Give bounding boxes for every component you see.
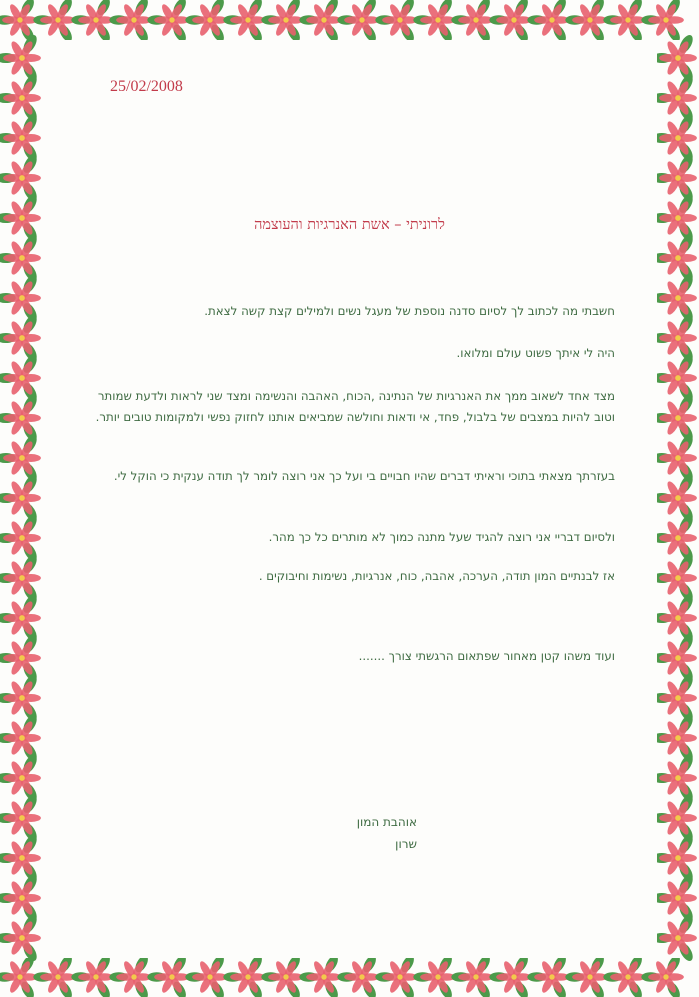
poinsettia-flower-icon: [657, 913, 697, 963]
letter-date: 25/02/2008: [110, 78, 183, 95]
paragraph-1: חשבתי מה לכתוב לך לסיום סדנה נוספת של מעגל נשים ולמילים קצת קשה לצאת.: [204, 304, 615, 318]
poinsettia-flower-icon: [71, 958, 114, 997]
poinsettia-flower-icon: [185, 958, 227, 997]
poinsettia-flower-icon: [413, 0, 456, 40]
poinsettia-flower-icon: [261, 0, 304, 40]
poinsettia-flower-icon: [223, 958, 266, 997]
poinsettia-flower-icon: [223, 0, 266, 40]
poinsettia-flower-icon: [527, 0, 570, 40]
poinsettia-flower-icon: [527, 958, 570, 997]
poinsettia-flower-icon: [603, 958, 646, 997]
closing-line: אוהבת המון: [356, 815, 417, 829]
poinsettia-flower-icon: [109, 958, 152, 997]
poinsettia-flower-icon: [147, 958, 189, 997]
poinsettia-flower-icon: [337, 958, 380, 997]
poinsettia-flower-icon: [299, 0, 342, 40]
poinsettia-flower-icon: [299, 958, 342, 997]
poinsettia-flower-icon: [489, 958, 532, 997]
paragraph-6: אז לבנתיים המון תודה, הערכה, אהבה, כוח, אנרגיות, נשימות וחיבוקים .: [258, 569, 615, 583]
poinsettia-flower-icon: [603, 0, 646, 40]
poinsettia-flower-icon: [451, 958, 494, 997]
poinsettia-border-left: [0, 0, 44, 997]
poinsettia-flower-icon: [261, 958, 304, 997]
poinsettia-flower-icon: [147, 0, 189, 40]
poinsettia-flower-icon: [0, 913, 41, 963]
poinsettia-flower-icon: [71, 0, 114, 40]
poinsettia-flower-icon: [413, 958, 456, 997]
poinsettia-flower-icon: [109, 0, 152, 40]
poinsettia-flower-icon: [489, 0, 532, 40]
paragraph-2: היה לי איתך פשוט עולם ומלואו.: [456, 346, 615, 360]
poinsettia-flower-icon: [337, 0, 380, 40]
poinsettia-border-right: [657, 0, 699, 997]
signature-block: [317, 811, 417, 855]
paragraph-5: ולסיום דבריי אני רוצה להגיד שעל מתנה כמוך לא מותרים כל כך מהר.: [268, 530, 615, 544]
poinsettia-flower-icon: [565, 0, 608, 40]
letter-title: לרוניתי – אשת האנרגיות והעוצמה: [254, 217, 445, 233]
paragraph-4: בעזרתך מצאתי בתוכי וראיתי דברים שהיו חבויים בי ועל כך אני רוצה לומר לך תודה ענקית כי הוקל לי.: [113, 469, 615, 483]
poinsettia-flower-icon: [451, 0, 494, 40]
poinsettia-flower-icon: [375, 0, 418, 40]
poinsettia-border-bottom: [0, 958, 699, 997]
poinsettia-flower-icon: [375, 958, 418, 997]
poinsettia-border-top: [0, 0, 699, 40]
poinsettia-flower-icon: [565, 958, 608, 997]
paragraph-3: מצד אחד לשאוב ממך את האנרגיות של הנתינה ,הכוח, האהבה והנשימה ומצד שני לראות ולדעת שמותר וטוב להיות במצבים של בלבול, פחד, אי ודאות וחולשה שמביאים אותנו לחזוק נפשי ולמקומות טובים יותר.: [95, 389, 615, 424]
signer-name: שרון: [395, 837, 417, 851]
poinsettia-flower-icon: [185, 0, 227, 40]
paragraph-7: ועוד משהו קטן מאחור שפתאום הרגשתי צורך .......: [358, 649, 615, 663]
